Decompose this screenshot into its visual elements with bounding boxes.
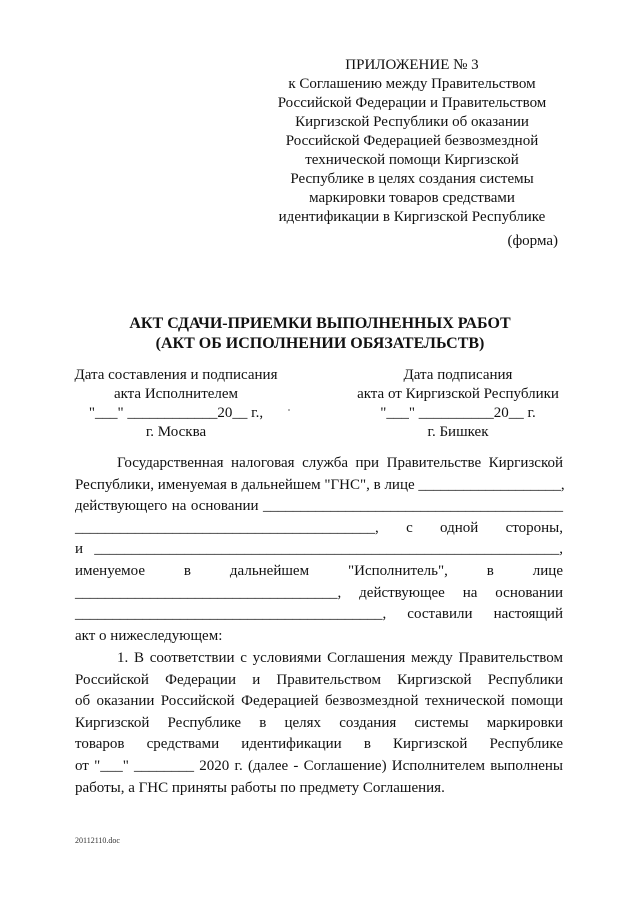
kyrgyz-date-field: "___" __________20__ г. <box>380 405 536 421</box>
document-subtitle: (АКТ ОБ ИСПОЛНЕНИИ ОБЯЗАТЕЛЬСТВ) <box>155 335 485 352</box>
body-line: Государственная налоговая служба при Правительстве Киргизской <box>117 455 563 471</box>
body-line: ___________________________________, действующее на основании <box>75 584 563 601</box>
executor-date-block <box>68 366 284 442</box>
clause-line: товаров средствами идентификации в Киргизской Республике <box>75 736 563 753</box>
clause-line: работы, а ГНС приняты работы по предмету Соглашения. <box>75 779 445 796</box>
body-line: именуемое в дальнейшем "Исполнитель", в лице <box>75 562 563 579</box>
appendix-line: Российской Федерации и Правительством <box>277 95 547 111</box>
appendix-line: Республике в целях создания системы <box>290 171 534 187</box>
form-label: (форма) <box>507 233 558 249</box>
appendix-heading: ПРИЛОЖЕНИЕ № 3 <box>345 57 479 73</box>
clause-line: Киргизской Республике в целях создания системы маркировки <box>75 714 563 731</box>
body-line: акт о нижеследующем: <box>75 627 223 644</box>
appendix-line: Российской Федерацией безвозмездной <box>285 133 539 149</box>
kyrgyz-city: г. Бишкек <box>427 424 489 440</box>
body-line: ________________________________________, с одной стороны, <box>75 519 563 536</box>
appendix-line: идентификации в Киргизской Республике <box>278 209 546 225</box>
executor-date-caption: акта Исполнителем <box>113 386 239 402</box>
appendix-line: маркировки товаров средствами <box>309 190 515 206</box>
document-title: АКТ СДАЧИ-ПРИЕМКИ ВЫПОЛНЕННЫХ РАБОТ <box>129 315 511 332</box>
executor-city: г. Москва <box>145 424 207 440</box>
clause-line: 1. В соответствии с условиями Соглашения между Правительством <box>117 650 563 666</box>
scan-speck <box>288 409 290 411</box>
appendix-line: к Соглашению между Правительством <box>288 76 536 92</box>
appendix-line: Киргизской Республики об оказании <box>295 114 529 130</box>
file-name-footer: 20112110.doc <box>75 836 120 845</box>
clause-line: об оказании Российской Федерацией безвозмездной технической помощи <box>75 693 563 710</box>
clause-line: от "___" ________ 2020 г. (далее - Соглашение) Исполнителем выполнены <box>75 757 563 774</box>
appendix-block <box>262 56 562 227</box>
body-line: _________________________________________, составили настоящий <box>75 606 563 623</box>
kyrgyz-date-block <box>350 366 566 442</box>
executor-date-caption: Дата составления и подписания <box>74 367 278 383</box>
body-line: Республики, именуемая в дальнейшем "ГНС", в лице ___________________, <box>75 476 565 493</box>
clause-line: Российской Федерации и Правительством Киргизской Республики <box>75 671 563 688</box>
kyrgyz-date-caption: акта от Киргизской Республики <box>357 386 559 402</box>
preamble-paragraph <box>75 453 563 647</box>
clause-1-paragraph <box>75 648 563 799</box>
executor-date-field: "___" ____________20__ г., <box>88 405 264 421</box>
body-line: действующего на основании ________________________________________ <box>75 498 563 515</box>
body-line: и ______________________________________________________________, <box>75 541 563 558</box>
appendix-line: технической помощи Киргизской <box>305 152 519 168</box>
kyrgyz-date-caption: Дата подписания <box>403 367 513 383</box>
